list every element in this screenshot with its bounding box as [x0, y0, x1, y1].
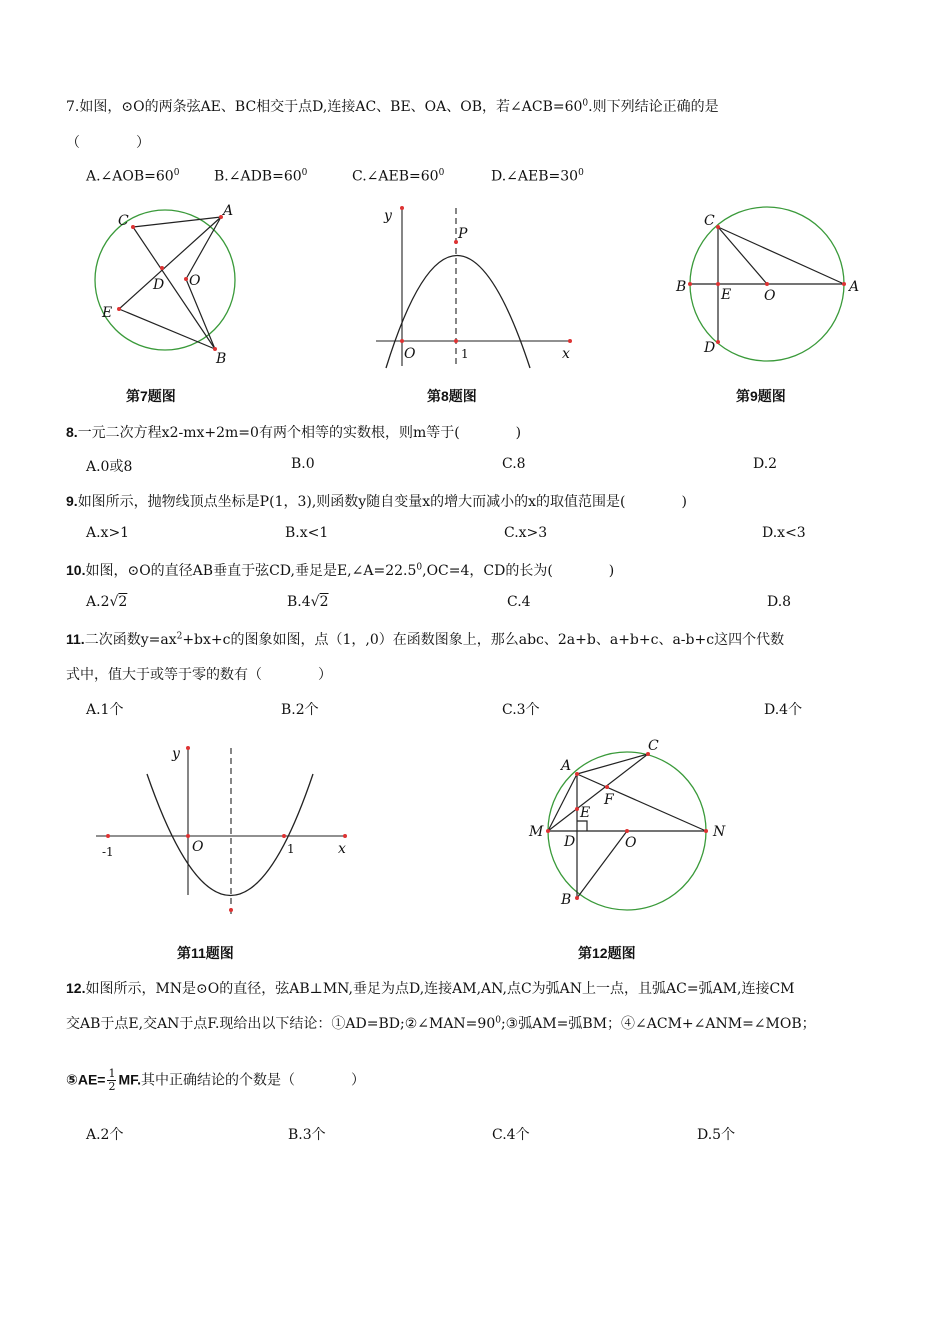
fig7-label-e: E	[102, 305, 113, 321]
q10-stem: 10.如图，⊙O的直径AB垂直于弦CD,垂足是$E,\angle A=22.5^0,OC=4$，CD的长为( )	[66, 562, 615, 579]
fig12-label-c: C	[648, 738, 659, 754]
q10-option-b[interactable]: B.4√2	[287, 594, 329, 610]
fig7-radius-oa	[186, 217, 221, 279]
fig8-label-one: 1	[461, 347, 469, 361]
fig12-label-a: A	[561, 758, 572, 774]
fig12-label-m: M	[529, 824, 544, 840]
q11-option-d[interactable]: D.4个	[764, 702, 803, 718]
figure-9	[672, 200, 872, 365]
q7-option-b[interactable]: $B.\angle ADB=60^0$	[214, 168, 308, 185]
fig12-label-n: N	[713, 824, 726, 840]
q12-stem-line3: ⑤AE= $\frac{1}{2}$ MF.其中正确结论的个数是（ ）	[66, 1067, 366, 1093]
fig11-label-y: y	[172, 746, 180, 762]
q9-option-b[interactable]: B.x<1	[285, 525, 329, 541]
q8-option-d[interactable]: D.2	[753, 456, 778, 472]
fig12-segment-am	[548, 774, 577, 831]
fig12-label-o: O	[625, 835, 637, 851]
fig8-label-p: P	[458, 226, 468, 242]
fig12-segment-ob	[577, 831, 627, 898]
fig11-label-neg1: -1	[102, 845, 114, 859]
fig7-chord-ca	[133, 217, 221, 227]
fig8-caption: 第8题图	[427, 388, 477, 404]
q12-stem-line1: 12.如图所示，MN是⊙O的直径，弦AB⊥MN,垂足为点D,连接AM,AN,点C为弧AN上一点，且弧AC=弧AM,连接CM	[66, 980, 795, 997]
q7-stem-line1: 7.如图，⊙O的两条弦AE、BC相交于点D,连接AC、BE、OA、OB，若$\angle ACB=60^0$.则下列结论正确的是	[66, 98, 719, 115]
q11-stem-line1: 11.二次函数$y=ax^2+bx+c$的图象如图，点（1，,0）在函数图象上，那么abc、2a+b、a+b+c、a-b+c这四个代数	[66, 631, 785, 648]
fig11-caption: 第11题图	[177, 945, 234, 961]
fig7-chord-cb	[133, 227, 215, 349]
fig9-segment-ca	[718, 227, 844, 284]
fig11-label-one: 1	[287, 842, 295, 856]
fig8-label-x: x	[562, 346, 570, 362]
q9-stem: 9.如图所示，抛物线顶点坐标是P(1，3),则函数y随自变量x的增大而减小的x的取值范围是( )	[66, 493, 687, 510]
fig8-label-y: y	[384, 208, 392, 224]
fig7-label-a: A	[223, 203, 234, 219]
fig11-label-x: x	[338, 841, 346, 857]
q7-stem-line2: （ ）	[66, 135, 150, 151]
q12-stem-line2: 交AB于点E,交AN于点F.现给出以下结论：$①AD=BD;②\angle MAN=90^0;③$弧AM=弧BM；④∠ACM+∠ANM=∠MOB；	[66, 1015, 816, 1032]
q7-option-c[interactable]: $C.\angle AEB=60^0$	[352, 168, 445, 185]
fig9-label-e: E	[721, 287, 732, 303]
q9-option-d[interactable]: D.x<3	[762, 525, 806, 541]
fig12-caption: 第12题图	[578, 945, 636, 961]
fig12-segment-an	[577, 774, 706, 831]
fig7-caption: 第7题图	[126, 388, 176, 404]
q12-option-c[interactable]: C.4个	[492, 1127, 530, 1143]
fig7-label-o: O	[189, 273, 201, 289]
fig9-label-c: C	[704, 213, 715, 229]
q10-option-c[interactable]: C.4	[507, 594, 531, 610]
fig9-label-a: A	[849, 279, 860, 295]
fig12-label-d: D	[564, 834, 576, 850]
fig7-chord-ae	[119, 217, 221, 309]
q8-option-c[interactable]: C.8	[502, 456, 526, 472]
fig12-label-e: E	[580, 805, 591, 821]
fig11-parabola	[147, 774, 313, 896]
figure-11	[92, 740, 362, 920]
q12-option-b[interactable]: B.3个	[288, 1127, 326, 1143]
figure-8	[372, 198, 582, 373]
figure-7	[95, 198, 245, 368]
fig7-circle	[95, 210, 235, 350]
fig12-right-angle-mark	[577, 821, 587, 831]
fig9-segment-co	[718, 227, 767, 284]
fig11-label-o: O	[192, 839, 204, 855]
q9-option-a[interactable]: A.x>1	[86, 525, 130, 541]
fig9-caption: 第9题图	[736, 388, 786, 404]
fig12-segment-ac	[577, 754, 648, 774]
fig9-label-b: B	[676, 279, 687, 295]
q10-option-d[interactable]: D.8	[767, 594, 792, 610]
q7-option-a[interactable]: $A.\angle AOB=60^0$	[86, 168, 180, 185]
fig8-label-o: O	[404, 346, 416, 362]
q10-option-a[interactable]: A.2√2	[86, 594, 128, 610]
q9-option-c[interactable]: C.x>3	[504, 525, 548, 541]
q11-option-c[interactable]: C.3个	[502, 702, 540, 718]
fig12-label-f: F	[604, 792, 614, 808]
q12-fraction-half: $\frac{1}{2}$	[108, 1067, 116, 1093]
q8-stem: 8.一元二次方程x2-mx+2m=0有两个相等的实数根，则m等于( )	[66, 424, 522, 441]
fig9-label-d: D	[704, 340, 716, 356]
fig12-label-b: B	[561, 892, 572, 908]
fig9-label-o: O	[764, 288, 776, 304]
fig7-label-b: B	[216, 351, 227, 367]
q11-stem-line2: 式中，值大于或等于零的数有（ ）	[66, 667, 332, 683]
q12-option-a[interactable]: A.2个	[86, 1127, 124, 1143]
q7-option-d[interactable]: $D.\angle AEB=30^0$	[491, 168, 584, 185]
q11-option-b[interactable]: B.2个	[281, 702, 319, 718]
figure-12	[520, 732, 740, 912]
q8-option-b[interactable]: B.0	[291, 456, 315, 472]
q12-option-d[interactable]: D.5个	[697, 1127, 736, 1143]
fig7-label-c: C	[118, 213, 129, 229]
q11-option-a[interactable]: A.1个	[86, 702, 124, 718]
fig7-label-d: D	[153, 277, 165, 293]
q8-option-a[interactable]: A.0或8	[86, 459, 133, 475]
